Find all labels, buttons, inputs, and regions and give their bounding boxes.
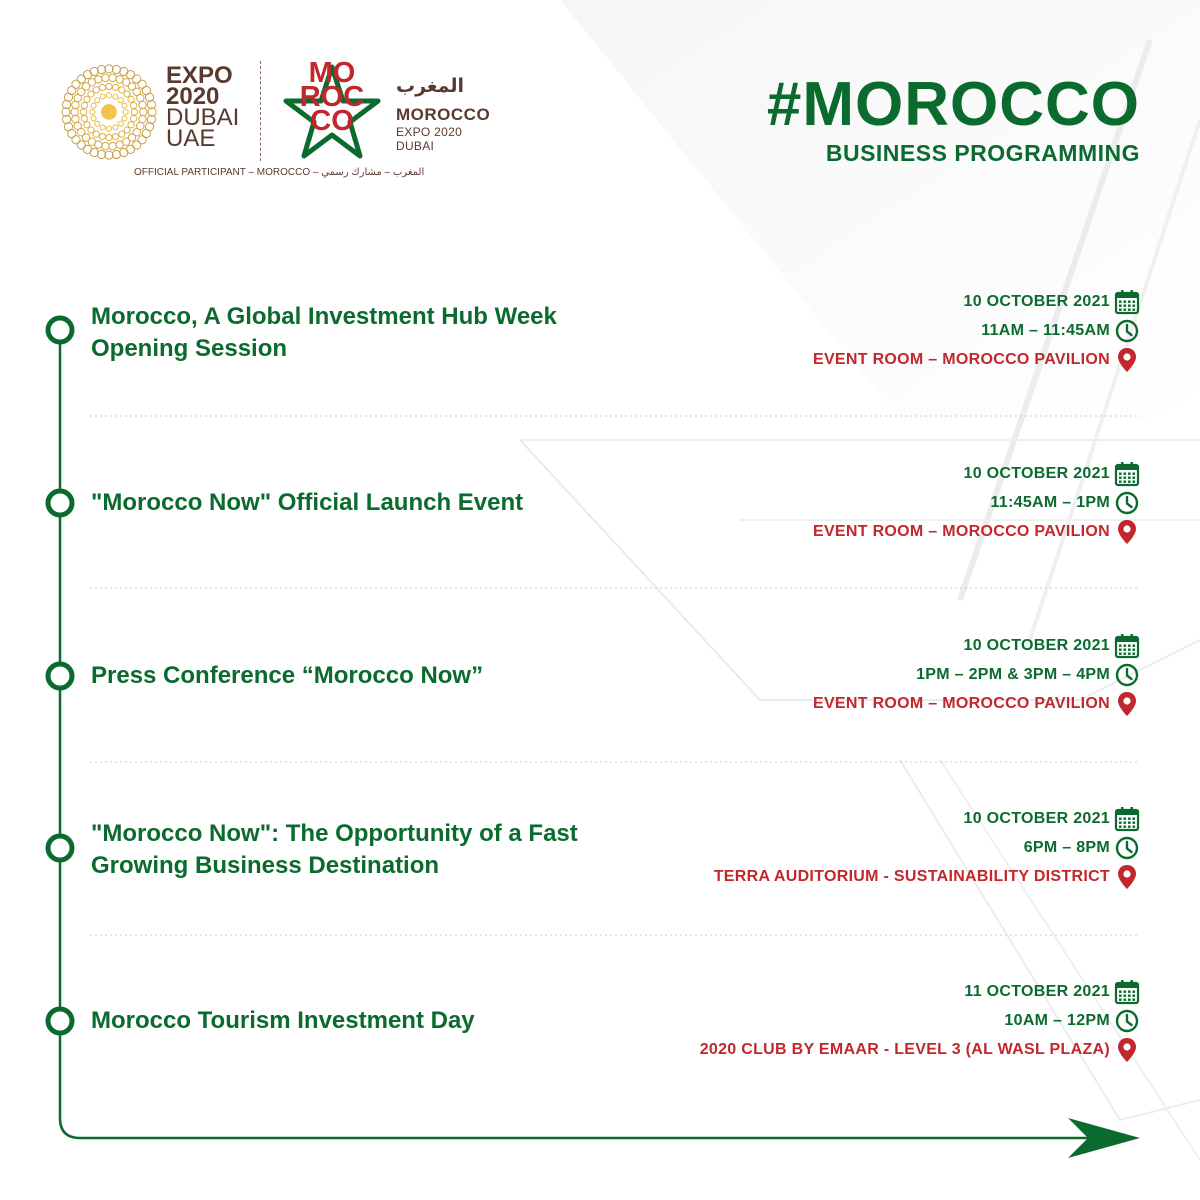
event-time-text: 1PM – 2PM & 3PM – 4PM	[916, 665, 1110, 683]
expo-line-4: UAE	[166, 125, 216, 152]
event-meta	[520, 459, 1140, 546]
event-title: Press Conference “Morocco Now”	[91, 662, 484, 689]
calendar-icon	[1114, 289, 1140, 315]
event-date-text: 11 OCTOBER 2021	[964, 982, 1110, 1000]
event-title: Morocco Tourism Investment Day	[91, 1007, 475, 1034]
event-location	[520, 517, 1140, 546]
event-date-text: 10 OCTOBER 2021	[963, 292, 1110, 310]
expo-line-1: EXPO	[166, 62, 233, 89]
page-subtitle: BUSINESS PROGRAMMING	[825, 140, 1140, 166]
event-location-text: EVENT ROOM – MOROCCO PAVILION	[812, 694, 1110, 712]
expo-line-2: 2020	[166, 83, 220, 110]
expo-line-3: DUBAI	[166, 104, 240, 131]
timeline-node-5	[48, 1009, 72, 1033]
event-meta	[520, 977, 1140, 1064]
timeline-node-2	[48, 491, 72, 515]
event-time-text: 11:45AM – 1PM	[990, 493, 1110, 511]
calendar-icon	[1114, 806, 1140, 832]
event-date	[520, 459, 1140, 488]
calendar-icon	[1114, 979, 1140, 1005]
event-meta	[520, 287, 1140, 374]
event-location-text: 2020 CLUB BY EMAAR - LEVEL 3 (AL WASL PLAZA)	[699, 1040, 1110, 1058]
event-date	[520, 804, 1140, 833]
clock-icon	[1114, 662, 1140, 688]
clock-icon	[1114, 1008, 1140, 1034]
clock-icon	[1114, 490, 1140, 516]
map-pin-icon	[1114, 1037, 1140, 1063]
event-title: "Morocco Now": The Opportunity of a Fast Growing Business Destination	[91, 820, 578, 879]
event-location-text: TERRA AUDITORIUM - SUSTAINABILITY DISTRICT	[713, 867, 1110, 885]
clock-icon	[1114, 318, 1140, 344]
morocco-logo-letters: MO ROC CO	[299, 57, 365, 137]
calendar-icon	[1114, 461, 1140, 487]
event-title: Morocco, A Global Investment Hub Week Opening Session	[91, 303, 557, 362]
timeline-node-1	[48, 318, 72, 342]
event-title: "Morocco Now" Official Launch Event	[91, 489, 524, 516]
event-location-text: EVENT ROOM – MOROCCO PAVILION	[812, 522, 1110, 540]
event-date	[520, 977, 1140, 1006]
morocco-label: MOROCCO	[396, 105, 491, 124]
morocco-expo-sub: EXPO 2020 DUBAI	[396, 125, 463, 153]
arabic-country-name: المغرب	[396, 76, 465, 97]
timeline-node-3	[48, 664, 72, 688]
event-time-text: 6PM – 8PM	[1023, 838, 1110, 856]
event-date-text: 10 OCTOBER 2021	[963, 464, 1110, 482]
event-time	[520, 488, 1140, 517]
event-date-text: 10 OCTOBER 2021	[963, 636, 1110, 654]
event-meta	[520, 804, 1140, 891]
event-date	[520, 287, 1140, 316]
event-time-text: 10AM – 12PM	[1004, 1011, 1110, 1029]
map-pin-icon	[1114, 519, 1140, 545]
event-date	[520, 631, 1140, 660]
event-time	[520, 660, 1140, 689]
event-date-text: 10 OCTOBER 2021	[963, 809, 1110, 827]
map-pin-icon	[1114, 864, 1140, 890]
event-time	[520, 316, 1140, 345]
event-location	[520, 345, 1140, 374]
map-pin-icon	[1114, 691, 1140, 717]
clock-icon	[1114, 835, 1140, 861]
event-location	[520, 1035, 1140, 1064]
timeline-node-4	[48, 836, 72, 860]
event-time-text: 11AM – 11:45AM	[981, 321, 1110, 339]
map-pin-icon	[1114, 347, 1140, 373]
event-location	[520, 862, 1140, 891]
event-time	[520, 833, 1140, 862]
event-location	[520, 689, 1140, 718]
event-location-text: EVENT ROOM – MOROCCO PAVILION	[812, 350, 1110, 368]
hashtag-title: #MOROCCO	[766, 70, 1140, 139]
event-time	[520, 1006, 1140, 1035]
calendar-icon	[1114, 633, 1140, 659]
official-participant-line: OFFICIAL PARTICIPANT – MOROCCO – المغرب – مشارك رسمي	[134, 167, 425, 178]
event-meta	[520, 631, 1140, 718]
